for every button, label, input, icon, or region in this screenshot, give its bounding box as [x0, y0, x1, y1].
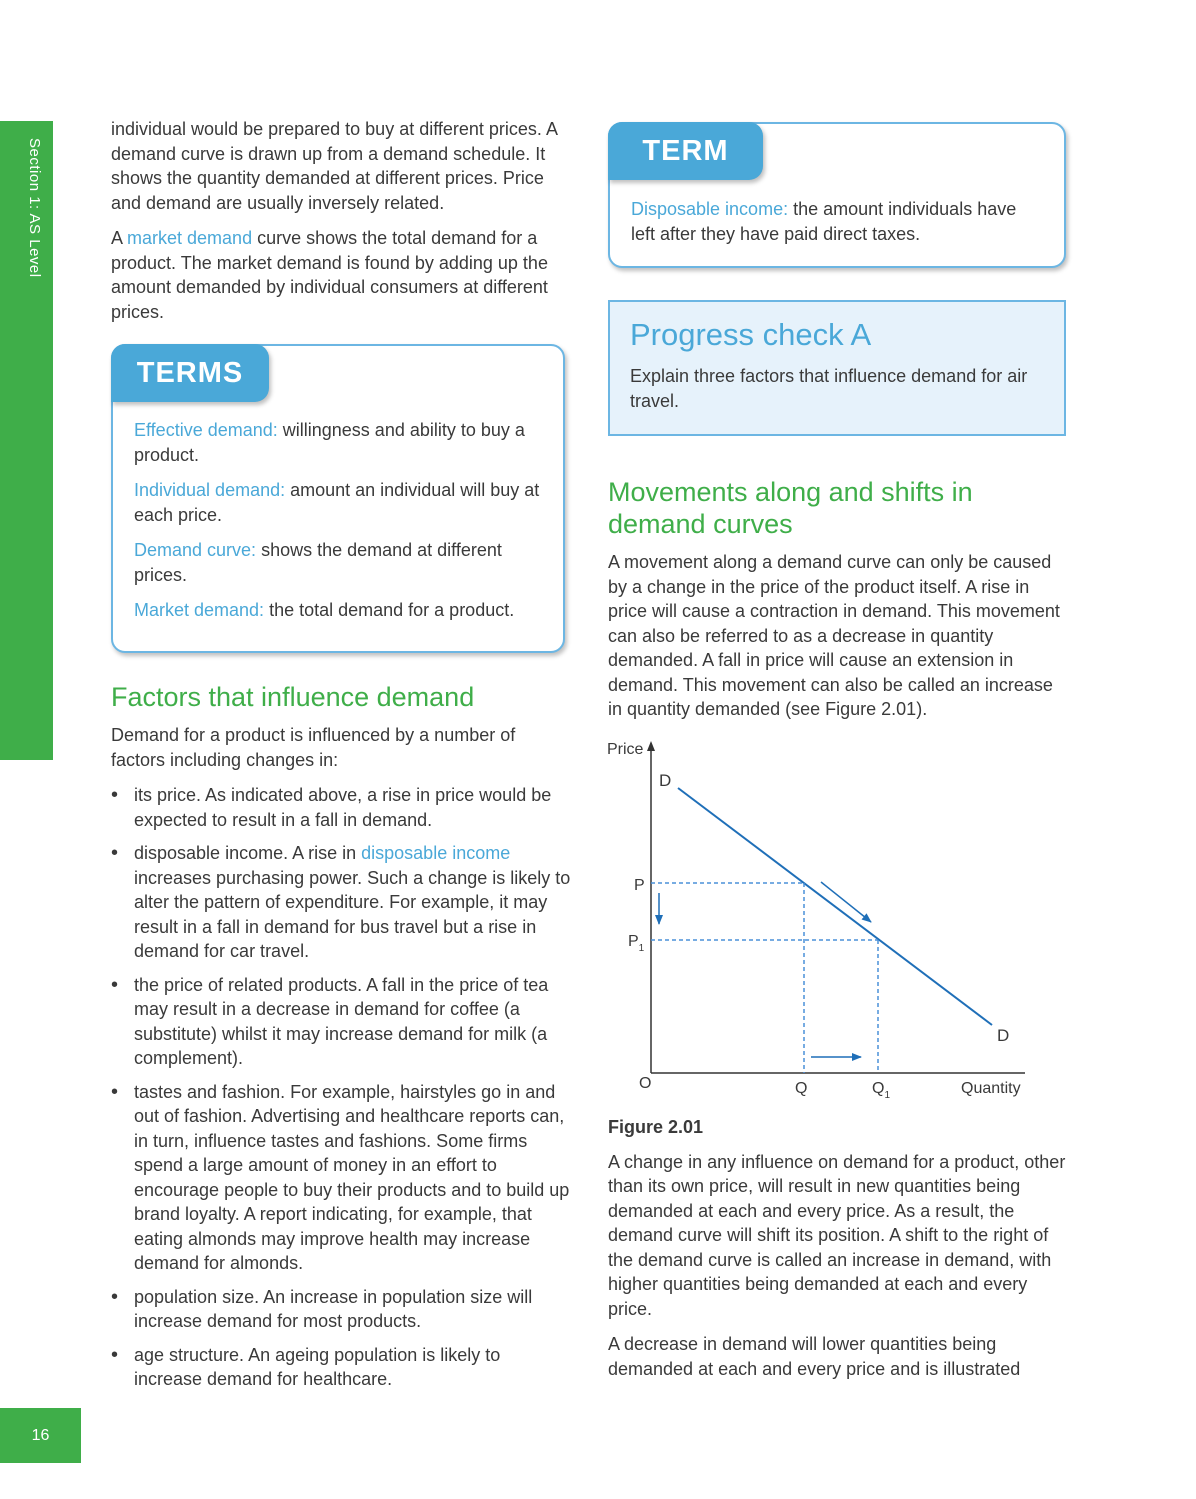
demand-curve-figure — [600, 735, 1040, 1105]
progress-check-text: Explain three factors that influence demand for air travel. — [630, 366, 1028, 411]
term-box — [608, 122, 1066, 268]
term-market-demand: Market demand: the total demand for a product. — [134, 600, 515, 620]
disposable-income-term: disposable income — [361, 843, 511, 863]
list-item: • the price of related products. A fall in the price of tea may result in a decrease in demand for coffee (a substitute) whilst it may increase demand for milk (a complement). — [111, 973, 571, 1071]
market-demand-term: market demand — [127, 228, 253, 248]
left-column — [111, 117, 571, 1401]
term-disposable-income: Disposable income: the amount individuals have left after they have paid direct taxes. — [631, 199, 1017, 244]
list-item: • tastes and fashion. For example, hairstyles go in and out of fashion. Advertising and healthcare reports can, in turn, influence tastes and fashions. Some firms spend a large amount of money in an effort to encourage people to buy their products and to build up brand loyalty. A report indicating, for example, that eating almonds may improve health may increase demand for almonds. — [111, 1080, 571, 1276]
factors-list — [111, 783, 571, 1392]
term-demand-curve: Demand curve: shows the demand at different prices. — [134, 540, 502, 585]
movements-heading: Movements along and shifts in demand curves — [608, 477, 973, 539]
y-axis-label: Price — [607, 741, 644, 758]
after-figure-paragraph-1: A change in any influence on demand for a product, other than its own price, will result in new quantities being demanded at each and every price. As a result, the demand curve will shift its position. A shift to the right of the demand curve is called an increase in demand, with higher quantities being demanded at each and every price. — [608, 1151, 1066, 1319]
figure-caption: Figure 2.01 — [608, 1117, 704, 1137]
terms-box-tab: TERMS — [111, 344, 269, 402]
right-column-text — [608, 476, 1066, 733]
price-label-p1: $P_1$ — [628, 933, 645, 954]
factors-intro: Demand for a product is influenced by a number of factors including changes in: — [111, 725, 516, 770]
origin-label: O — [639, 1075, 652, 1092]
movements-paragraph: A movement along a demand curve can only be caused by a change in the price of the product itself. A rise in price will cause a contraction in demand. This movement can also be referred to as a decrease in quantity demanded. A fall in price will cause an extension in demand. This movement can also be called an increase in quantity demanded (see Figure 2.01). — [608, 552, 1060, 719]
list-item: • disposable income. A rise in disposable income increases purchasing power. Such a change is likely to alter the pattern of expenditure. For example, it may result in a fall in demand for bus travel but a rise in demand for car travel. — [111, 841, 571, 964]
after-figure-paragraph-2: A decrease in demand will lower quantities being demanded at each and every price and is illustrated — [608, 1334, 1021, 1379]
term-effective-demand: Effective demand: willingness and ability to buy a product. — [134, 420, 525, 465]
progress-check-box — [608, 300, 1066, 436]
y-axis-arrowhead — [647, 741, 655, 751]
term-box-tab: TERM — [608, 122, 763, 180]
list-item: • age structure. An ageing population is likely to increase demand for healthcare. — [111, 1343, 571, 1392]
list-item: • its price. As indicated above, a rise in price would be expected to result in a fall in demand. — [111, 783, 571, 832]
progress-check-title: Progress check A — [630, 317, 872, 352]
section-label: Section 1: AS Level — [26, 138, 43, 278]
price-label-p: P — [634, 877, 645, 894]
qty-label-q: Q — [795, 1080, 808, 1097]
term-individual-demand: Individual demand: amount an individual will buy at each price. — [134, 480, 540, 525]
curve-label-bottom: D — [997, 1026, 1010, 1045]
terms-box — [111, 344, 565, 653]
qty-label-q1: $Q_1$ — [872, 1080, 891, 1101]
factors-heading: Factors that influence demand — [111, 682, 475, 712]
demand-curve-line — [678, 788, 992, 1025]
page-number: 16 — [0, 1408, 81, 1463]
intro-paragraph-2: A market demand curve shows the total demand for a product. The market demand is found by adding up the amount demanded by individual consumers at different prices. — [111, 228, 548, 322]
intro-paragraph-1: individual would be prepared to buy at different prices. A demand curve is drawn up from a demand schedule. It shows the quantity demanded at different prices. Price and demand are usually inversely related. — [111, 119, 557, 213]
curve-label-top: D — [659, 771, 672, 790]
right-column-after-figure — [608, 1115, 1066, 1392]
x-axis-label: Quantity — [961, 1080, 1021, 1097]
list-item: • population size. An increase in population size will increase demand for most products. — [111, 1285, 571, 1334]
